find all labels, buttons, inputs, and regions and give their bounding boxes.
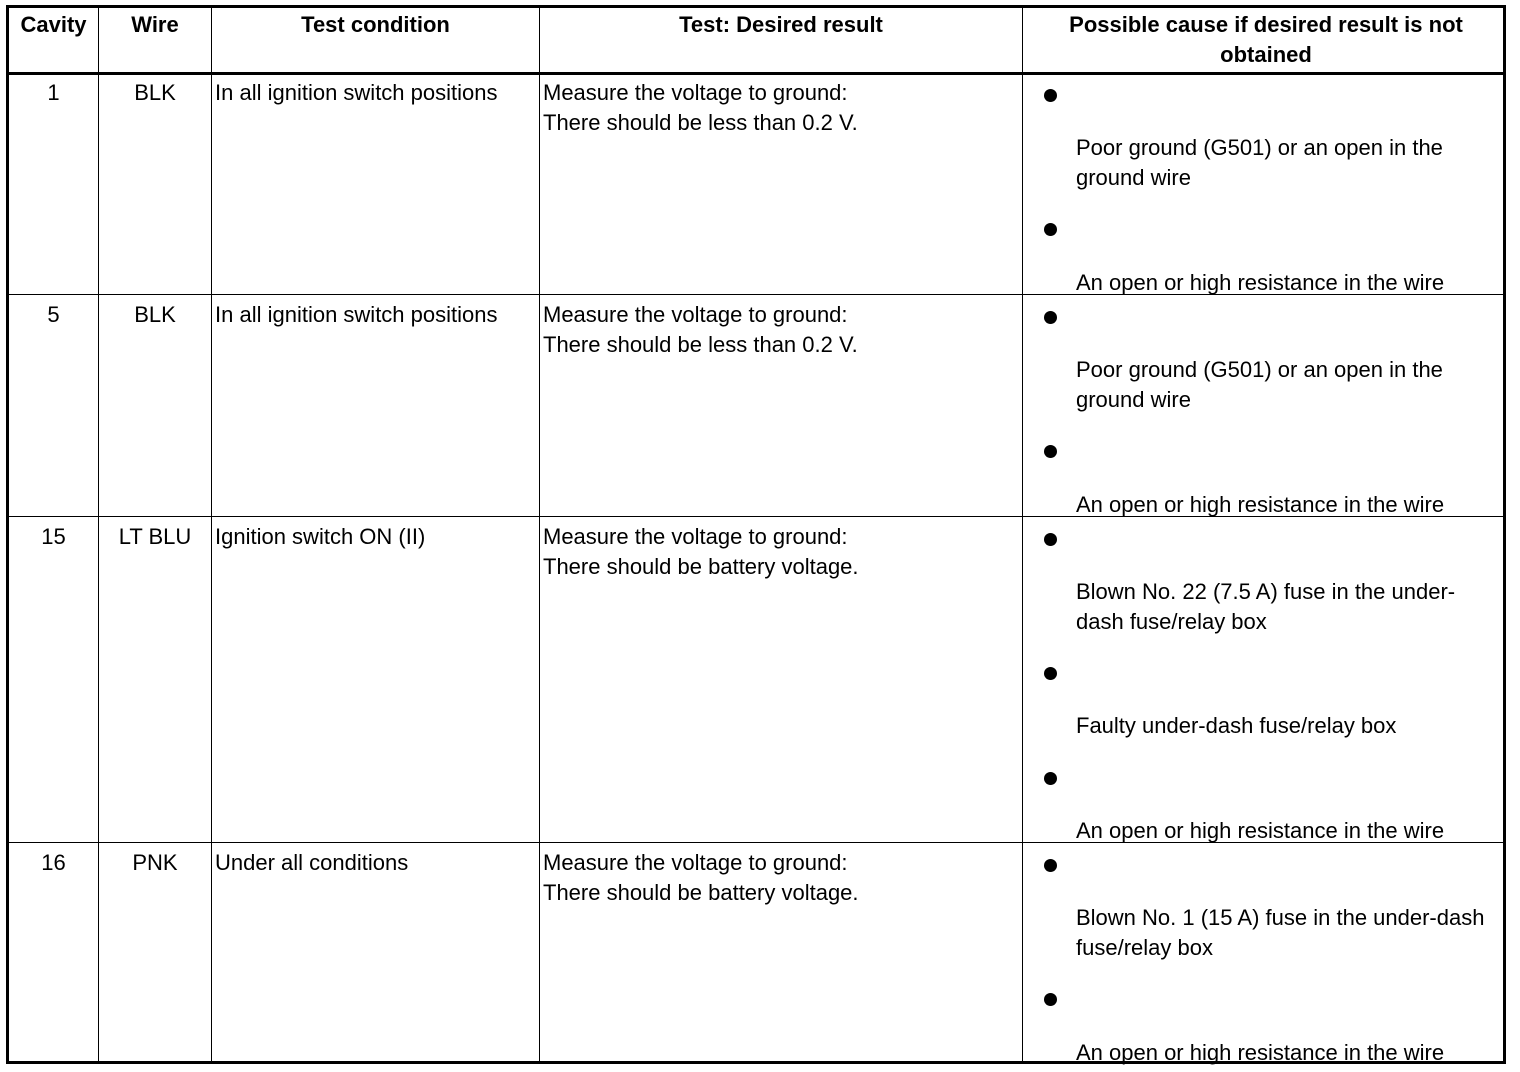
row-4-desired-result-line-2: There should be battery voltage.	[543, 880, 859, 905]
row-4-cavity: 16	[41, 850, 66, 875]
bullet-icon	[1044, 311, 1057, 324]
row-3-cause-1: Blown No. 22 (7.5 A) fuse in the under-dash fuse/relay box	[1076, 579, 1456, 634]
row-4-cause-1: Blown No. 1 (15 A) fuse in the under-dash fuse/relay box	[1076, 905, 1485, 960]
bullet-icon	[1044, 89, 1057, 102]
row-4-cause-2: An open or high resistance in the wire	[1076, 1040, 1445, 1065]
bullet-icon	[1044, 859, 1057, 872]
row-3-cavity: 15	[41, 524, 66, 549]
row-1-desired-result-line-2: There should be less than 0.2 V.	[543, 110, 858, 135]
row-4-wire: PNK	[132, 850, 178, 875]
bullet-icon	[1044, 667, 1057, 680]
bullet-icon	[1044, 223, 1057, 236]
bullet-icon	[1044, 533, 1057, 546]
row-3-test-condition: Ignition switch ON (II)	[215, 524, 426, 549]
header-possible-cause: Possible cause if desired result is not obtained	[1069, 12, 1463, 67]
row-2-test-condition: In all ignition switch positions	[215, 302, 498, 327]
header-wire: Wire	[131, 12, 179, 37]
row-2-desired-result-line-1: Measure the voltage to ground:	[543, 302, 848, 327]
row-2-wire: BLK	[134, 302, 176, 327]
row-3-cause-3: An open or high resistance in the wire	[1076, 818, 1445, 843]
row-1-wire: BLK	[134, 80, 176, 105]
row-1-cause-2: An open or high resistance in the wire	[1076, 270, 1445, 295]
row-1-desired-result-line-1: Measure the voltage to ground:	[543, 80, 848, 105]
row-2-cause-2: An open or high resistance in the wire	[1076, 492, 1445, 517]
row-3-wire: LT BLU	[118, 524, 192, 549]
column-separator	[211, 8, 212, 1061]
row-2-desired-result-line-2: There should be less than 0.2 V.	[543, 332, 858, 357]
row-3-desired-result-line-2: There should be battery voltage.	[543, 554, 859, 579]
row-1-cause-1: Poor ground (G501) or an open in the ground wire	[1076, 135, 1443, 190]
header-test-condition: Test condition	[301, 12, 450, 37]
bullet-icon	[1044, 993, 1057, 1006]
bullet-icon	[1044, 772, 1057, 785]
bullet-icon	[1044, 445, 1057, 458]
diagnostic-table	[6, 5, 1506, 1064]
row-3-desired-result-line-1: Measure the voltage to ground:	[543, 524, 848, 549]
header-desired-result: Test: Desired result	[679, 12, 883, 37]
row-4-test-condition: Under all conditions	[215, 850, 409, 875]
row-1-test-condition: In all ignition switch positions	[215, 80, 498, 105]
header-separator	[9, 72, 1503, 75]
row-2-cavity: 5	[47, 302, 60, 327]
header-cavity: Cavity	[20, 12, 87, 37]
column-separator	[539, 8, 540, 1061]
row-3-cause-2: Faulty under-dash fuse/relay box	[1076, 713, 1397, 738]
row-4-desired-result-line-1: Measure the voltage to ground:	[543, 850, 848, 875]
column-separator	[1022, 8, 1023, 1061]
row-1-cavity: 1	[47, 80, 60, 105]
row-2-cause-1: Poor ground (G501) or an open in the ground wire	[1076, 357, 1443, 412]
